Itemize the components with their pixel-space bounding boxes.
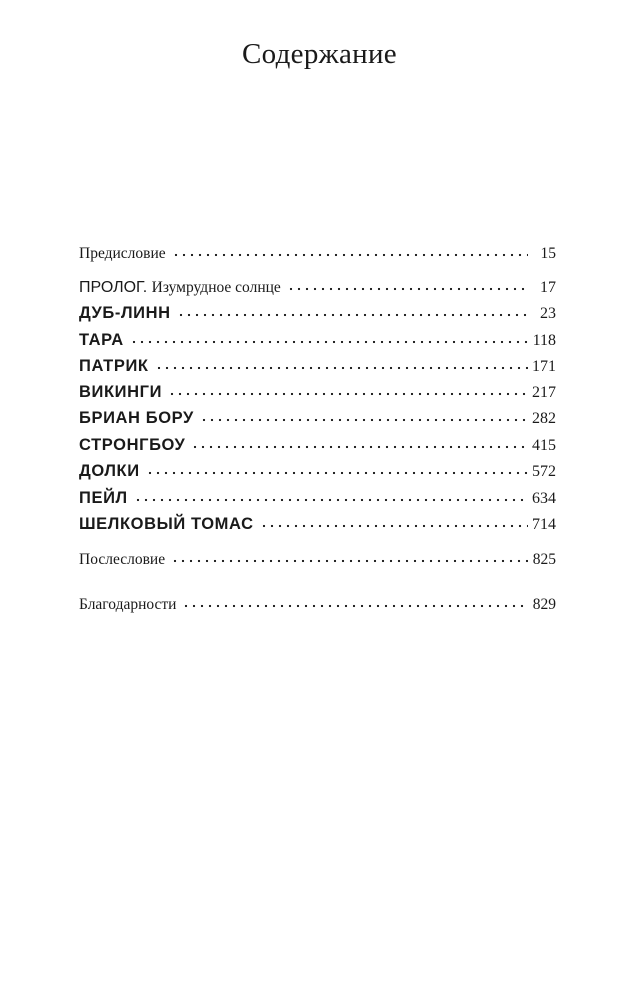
dot-leader [260,512,528,528]
toc-entry-label: БРИАН БОРУ [79,409,194,427]
toc-entry-page: 217 [532,384,556,401]
dot-leader [172,241,528,257]
toc-entry-page: 15 [540,245,556,262]
toc-entry-chapter[interactable] [79,355,556,376]
page-title: Содержание [242,38,397,70]
toc-entry-preface[interactable] [79,242,556,263]
toc-entry-label: ПАТРИК [79,357,149,375]
prologue-subtitle: Изумрудное солнце [151,279,281,296]
toc-entry-page: 17 [540,279,556,296]
toc-entry-label: Благодарности [79,596,177,613]
toc-entry-chapter[interactable] [79,407,556,428]
dot-leader [146,459,528,475]
toc-entry-chapter[interactable] [79,487,556,508]
toc-entry-label: ВИКИНГИ [79,383,163,401]
toc-entry-acknowledgements[interactable] [79,593,556,614]
toc-entry-label: ТАРА [79,331,124,349]
dot-leader [177,301,528,317]
prologue-heading: ПРОЛОГ. [79,279,148,296]
toc-entry-afterword[interactable] [79,548,556,569]
dot-leader [200,406,528,422]
dot-leader [155,354,528,370]
toc-entry-chapter[interactable] [79,302,556,323]
dot-leader [287,275,528,291]
dot-leader [171,547,528,563]
toc-entry-page: 282 [532,410,556,427]
toc-entry-chapter[interactable] [79,381,556,402]
toc-entry-page: 714 [532,516,556,533]
toc-entry-chapter[interactable] [79,460,556,481]
dot-leader [191,433,528,449]
toc-entry-label: ШЕЛКОВЫЙ ТОМАС [79,515,254,533]
toc-entry-label: ДУБ-ЛИНН [79,304,171,322]
toc-entry-page: 23 [540,305,556,322]
toc-entry-label: ДОЛКИ [79,462,140,480]
toc-entry-page: 118 [532,332,556,349]
toc-entry-label: СТРОНГБОУ [79,436,186,454]
dot-leader [168,380,528,396]
toc-entry-page: 171 [532,358,556,375]
toc-entry-label [79,279,285,297]
toc-entry-page: 829 [532,596,556,613]
toc-entry-chapter[interactable] [79,329,556,350]
dot-leader [130,328,528,344]
toc-entry-page: 825 [532,551,556,568]
toc-entry-label: ПЕЙЛ [79,489,128,507]
dot-leader [134,486,528,502]
toc-entry-page: 415 [532,437,556,454]
toc-entry-prologue[interactable] [79,276,556,297]
toc-entry-chapter[interactable] [79,513,556,534]
dot-leader [182,592,528,608]
toc-entry-label: Предисловие [79,245,166,262]
toc-entry-page: 634 [532,490,556,507]
toc-entry-label: Послесловие [79,551,166,568]
toc-entry-chapter[interactable] [79,434,556,455]
toc-entry-page: 572 [532,463,556,480]
